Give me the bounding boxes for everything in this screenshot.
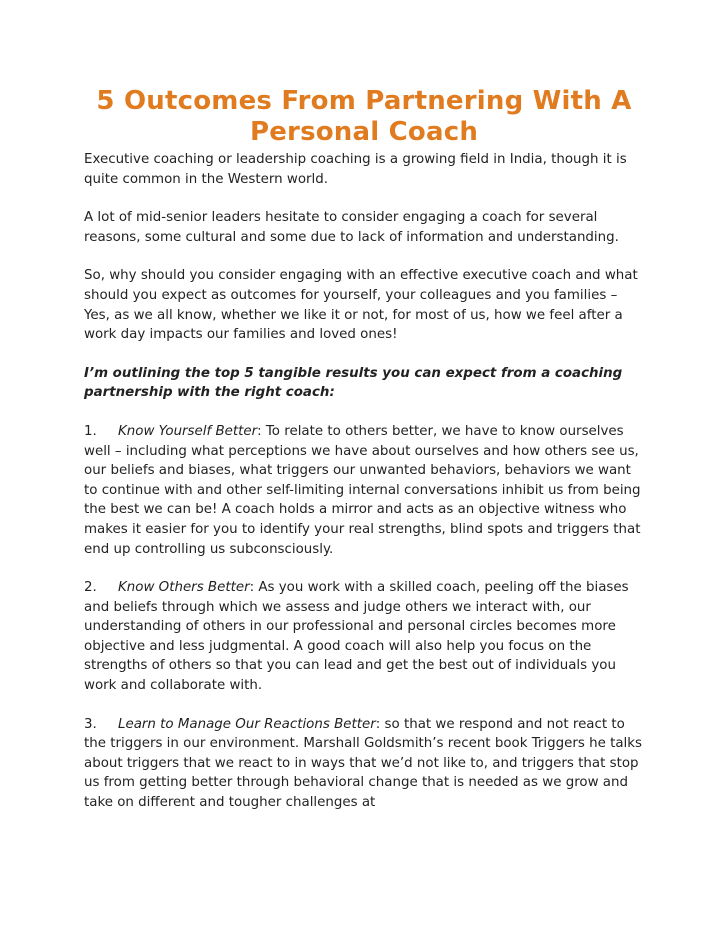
item-text: : As you work with a skilled coach, peeling off the biases and beliefs through which we assess and judge others we interact with, our understanding of others in our professional and personal circles becomes more objective and less judgmental. A good coach will also help you focus on the strengths of others so that you can lead and get the best out of individuals you work and collaborate with. [84,580,629,694]
item-title: Know Others Better [118,580,250,596]
title-line-1: 5 Outcomes From Partnering With A [96,86,632,116]
item-title: Know Yourself Better [118,423,258,439]
item-number: 3. [84,716,97,732]
item-number: 1. [84,423,97,439]
document-page [84,86,644,832]
why-paragraph: So, why should you consider engaging with an effective executive coach and what should you expect as outcomes for yourself, your colleagues and you families – Yes, as we all know, whether we like it or not, for most of us, how we feel after a work day impacts our families and loved ones! [84,268,638,343]
list-item [84,422,644,559]
title-line-2: Personal Coach [249,117,479,147]
item-title: Learn to Manage Our Reactions Better [118,716,376,732]
hesitation-paragraph: A lot of mid-senior leaders hesitate to consider engaging a coach for several reasons, some cultural and some due to lack of information and understanding. [84,210,619,245]
intro-paragraph: Executive coaching or leadership coaching is a growing field in India, though it is quite common in the Western world. [84,152,627,187]
lead-statement: I’m outlining the top 5 tangible results you can expect from a coaching partnership with the right coach: [84,365,623,401]
list-item [84,578,644,696]
item-number: 2. [84,580,97,596]
document-title [84,86,644,148]
list-item [84,715,644,813]
item-text: : so that we respond and not react to the triggers in our environment. Marshall Goldsmith’s recent book Triggers he talks about triggers that we react to in ways that we’d not like to, and triggers that stop us from getting better through behavioral change that is needed as we grow and take on different and tougher challenges at [84,716,643,811]
item-text: : To relate to others better, we have to know ourselves well – including what perceptions we have about ourselves and how others see us, our beliefs and biases, what triggers our unwanted behaviors, behaviors we want to continue with and other self-limiting internal conversations inhibit us from being the best we can be! A coach holds a mirror and acts as an objective witness who makes it easier for you to identify your real strengths, blind spots and triggers that end up controlling us subconsciously. [84,423,641,557]
